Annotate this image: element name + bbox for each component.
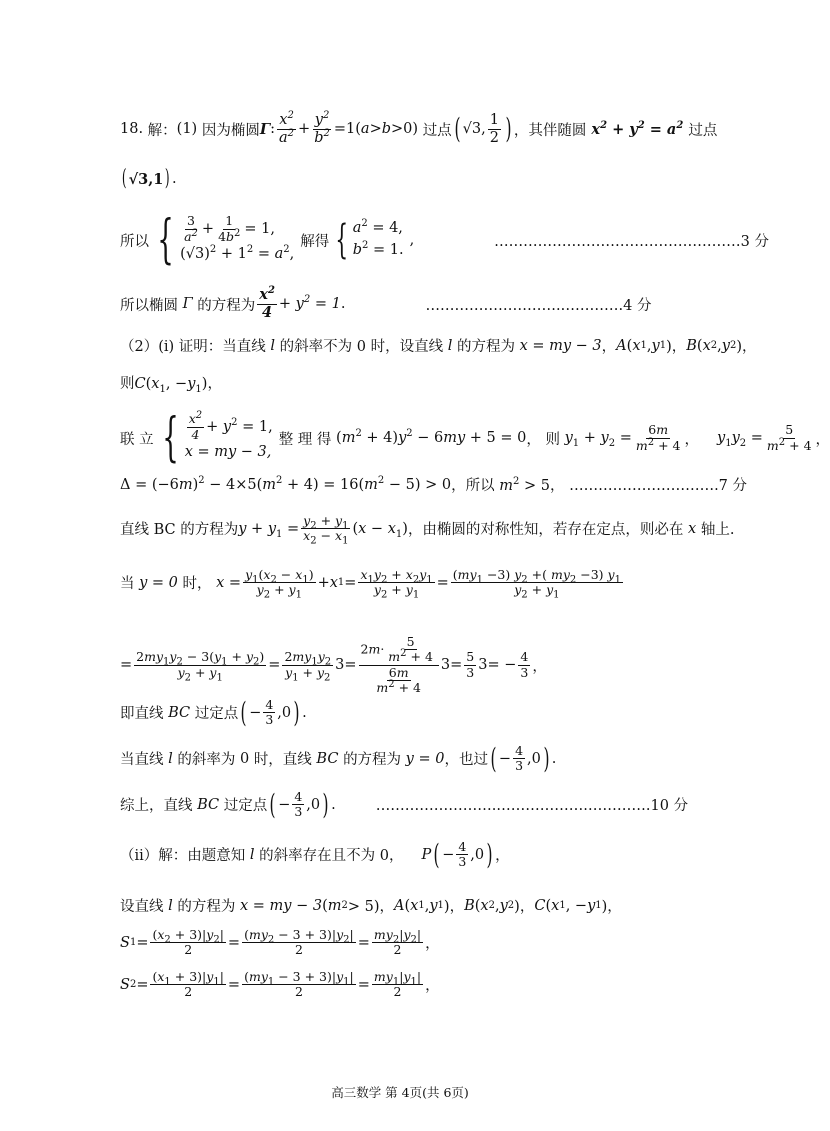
q18-line1: 18. 解： (1) 因为椭圆 Γ : $\frac{x^2}{a^2}$ + $\frac{y^2}{b^2}$ =1(a>b>0) 过点 ( √3, $\frac{1}{2}$ ) ，其伴随圆 $x^2 + y^2 = a^2$ 过点 [120,110,718,146]
y0-line: 当 y = 0 时， x = $\frac{y_1(x_2 - x_1)}{y_2 + y_1}$ + x 1 = $\frac{x_1y_2 + x_2y_1}{y_2 + y_1}$ = $\frac{(my_1 -3) y_2 +( my_2 -3) y_1}{y_2 + y_1}$ [120,567,621,601]
solution-eqs: $a^2 = 4$, $b^2 = 1$. [352,218,404,258]
q18-text1: 因为椭圆 [201,122,260,139]
gamma-symbol: Γ [259,120,271,138]
q18-jie: 解： [147,122,177,139]
ellipse-cond: =1(a>b>0) [333,121,419,138]
q18-text3: ，其伴随圆 [513,122,587,139]
slope-zero-line: 当直线 l 的斜率为 0 时，直线 BC 的方程为 y = 0 ，也过 ( − $\frac{4}{3}$ ,0 ) . [120,741,557,775]
part2-head: （2）(i) 证明：当直线 l 的斜率不为 0 时，设直线 l 的方程为 x = my − 3 ， A ( x 1 , y 1 )， B ( x 2 , y 2 )， [120,337,757,355]
score-4: ……………………….………….4 分 [425,297,652,314]
point-c-line: 则 $C(x_1$, $-y_1$)， [120,376,222,395]
page-footer: 高三数学 第 4页(共 6页) [331,1085,469,1100]
ellipse-equation-line: 所以椭圆 Γ 的方程为 $\frac{x^2}{4}$ + $y^2 = 1$ . ……………………….………….4 分 [120,285,652,321]
q18-part1: (1) [176,121,198,138]
system-eqs: $\frac{3}{a^2}$ + $\frac{1}{4b^2}$ = 1, $(√3)^2 + 1^2 = a^2$, [180,213,295,262]
fixed-point-line: 即直线 BC 过定点 ( − $\frac{4}{3}$ ,0 ) . [120,695,307,729]
ellipse-frac-x: $\frac{x^2}{a^2}$ [279,110,295,146]
conclusion-line: 综上，直线 BC 过定点 ( − $\frac{4}{3}$ ,0 ) . …………………….……………….………….10 分 [120,787,689,821]
point-2: √3,1 [128,170,164,188]
score-7: ………………………….7 分 [569,478,748,494]
ellipse-frac-y: $\frac{y^2}{b^2}$ [314,110,330,146]
bc-line: 直线 BC 的方程为 $y + y_1$ = $\frac{y_2 + y_1}{x_2 - x_1}$ $(x - x_1)$ ，由椭圆的对称性知，若存在定点，则必在 x 轴上. [120,513,735,547]
q18-number: 18. [120,121,144,138]
point-1: √3, [462,121,486,138]
discriminant-line: $\Delta = (-6m)^2 - 4\times 5(m^2 + 4) = 16(m^2 - 5) > 0$ ，所以 $m^2 > 5$， ………………………….7 分 [120,474,748,494]
system-line: 所以 { $\frac{3}{a^2}$ + $\frac{1}{4b^2}$ = 1, $(√3)^2 + 1^2 = a^2$, 解得 { $a^2 = 4$, $b^2 = 1$. , ……………………………………………3 分 [120,210,770,270]
score-3: ……………………………………………3 分 [494,233,770,250]
q18-line2: ( √3,1 ) . [121,166,177,191]
simplify-line: = $\frac{2my_1y_2 - 3(y_1 + y_2)}{y_2 + y_1}$ = $\frac{2my_1y_2}{y_1 + y_2}$ 3= 2m· $\frac{5}{m^2 + 4}$ $\frac{6m}{m^2 + 4}$ 3= $\frac{5}{3}$ 3= − $\frac{4}{3}$ ， [120,634,547,696]
suoyi-label: 所以 [120,233,149,250]
q18-text4: 过点 [688,122,718,139]
part3-set-line: 设直线 l 的方程为 x = my − 3 ( m 2 > 5)， A ( x 1 , y 1 )， B ( x 2 , y 2 )， C ( x 1 , − y 1 )， [120,897,622,915]
circle-eq: $x^2 + y^2 = a^2$ [586,119,684,138]
part3-head: （ii）解：由题意知 l 的斜率存在且不为 0， P ( − $\frac{4}{3}$ ,0 ) ， [120,837,510,871]
s1-line: S 1 = $\frac{(x_2 + 3)|y_2|}{2}$ = $\frac{(my_2 - 3 + 3)|y_2|}{2}$ = $\frac{my_2|y_2|}{2}$ ， [120,927,440,958]
lianli-line: 联 立 { $\frac{x^2}{4}$ + $y^2 = 1$, x = my − 3, 整 理 得 $(m^2 + 4)y^2 - 6my + 5 = 0$ ， 则 $y_1 + y_2$ = $\frac{6m}{m^2 + 4}$ ， $y_1y_2$ = $\frac{5}{m^2 + 4}$ ， [120,408,830,468]
jiede-label: 解得 [300,233,330,250]
q18-text2: 过点 [422,122,452,139]
s2-line: S 2 = $\frac{(x_1 + 3)|y_1|}{2}$ = $\frac{(my_1 - 3 + 3)|y_1|}{2}$ = $\frac{my_1|y_1|}{2}$ ， [120,969,440,1000]
score-10: …………………….……………….………….10 分 [375,798,689,815]
